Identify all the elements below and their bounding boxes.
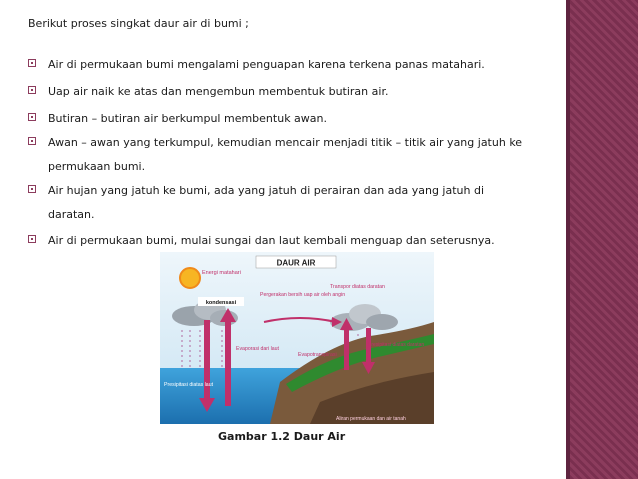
label-kondensasi: kondensasi bbox=[205, 300, 237, 306]
bullet-text-continued: daratan. bbox=[48, 208, 95, 221]
bullet-text: Air di permukaan bumi, mulai sungai dan laut kembali menguap dan seterusnya. bbox=[48, 234, 495, 247]
bullet-text: Awan – awan yang terkumpul, kemudian mencair menjadi titik – titik air yang jatuh ke bbox=[48, 136, 523, 149]
bullet-text: Air di permukaan bumi mengalami penguapan karena terkena panas matahari. bbox=[48, 58, 485, 71]
bullet-square-icon bbox=[28, 185, 36, 193]
bullet-text: Uap air naik ke atas dan mengembun membentuk butiran air. bbox=[48, 85, 389, 98]
bullet-square-icon bbox=[28, 86, 36, 94]
label-energi: Energi matahari bbox=[202, 270, 241, 276]
bullet-text: Butiran – butiran air berkumpul membentuk awan. bbox=[48, 112, 328, 125]
figure-title: DAUR AIR bbox=[276, 258, 316, 268]
label-transpor: Transpor diatas daratan bbox=[330, 284, 385, 290]
label-presipitasi-darat: Presipitasi diatas daratan bbox=[368, 342, 425, 348]
label-aliran: Aliran permukaan dan air tanah bbox=[336, 416, 406, 422]
water-cycle-diagram bbox=[160, 252, 434, 424]
label-evapotranspirasi: Evapotranspirasi bbox=[298, 352, 337, 358]
label-pergerakan: Pergerakan bersih uap air oleh angin bbox=[260, 292, 346, 298]
water-cycle-figure bbox=[160, 252, 434, 424]
bullet-text-continued: permukaan bumi. bbox=[48, 160, 146, 173]
bullet-square-icon bbox=[28, 137, 36, 145]
bullet-square-icon bbox=[28, 235, 36, 243]
sun-icon bbox=[180, 268, 200, 288]
bullet-text: Air hujan yang jatuh ke bumi, ada yang jatuh di perairan dan ada yang jatuh di bbox=[48, 184, 485, 197]
label-presipitasi-laut: Presipitasi diatas laut bbox=[164, 382, 214, 388]
intro-text: Berikut proses singkat daur air di bumi ; bbox=[28, 17, 249, 30]
bullet-square-icon bbox=[28, 113, 36, 121]
decorative-side-stripes bbox=[566, 0, 638, 479]
decorative-side-edge bbox=[566, 0, 570, 479]
bullet-square-icon bbox=[28, 59, 36, 67]
figure-caption: Gambar 1.2 Daur Air bbox=[218, 430, 346, 443]
label-evaporasi: Evaporasi dari laut bbox=[236, 346, 279, 352]
